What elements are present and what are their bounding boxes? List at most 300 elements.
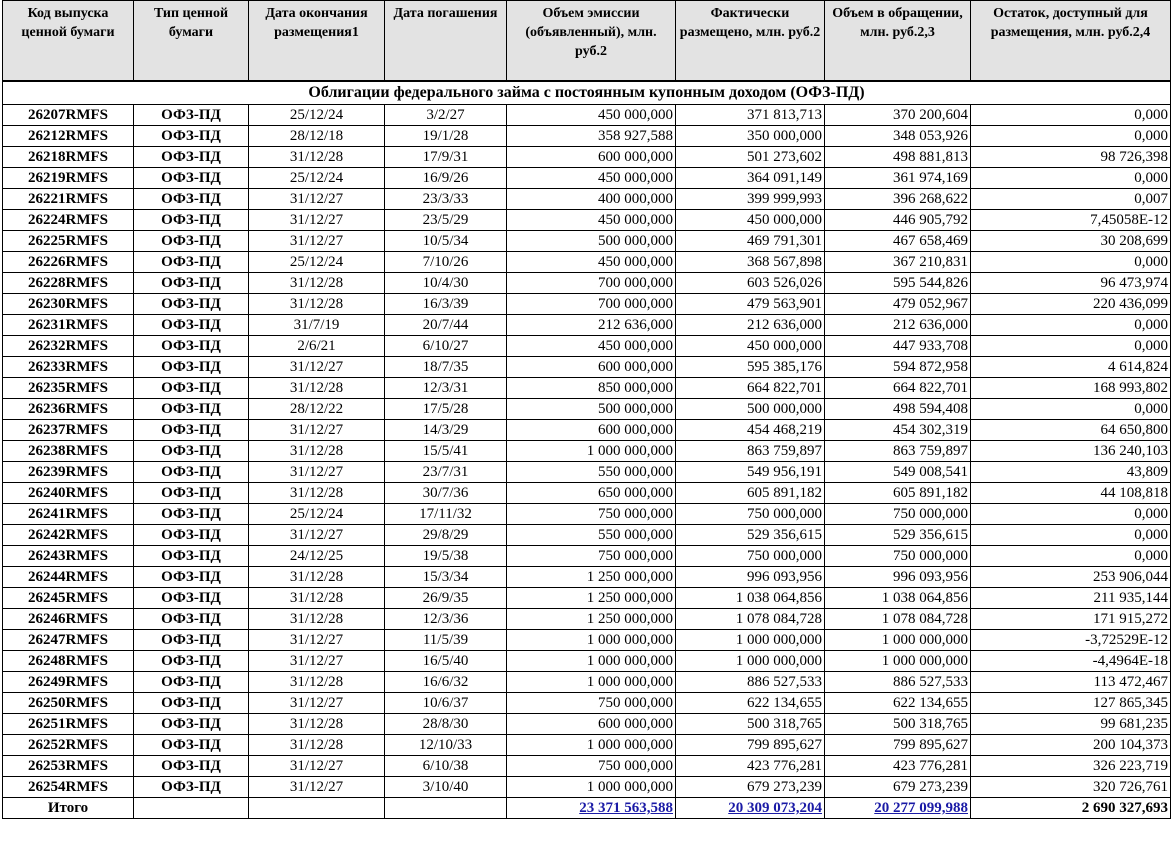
- remaining-volume: 326 223,719: [971, 756, 1171, 777]
- outstanding-volume: 367 210,831: [825, 252, 971, 273]
- remaining-volume: 168 993,802: [971, 378, 1171, 399]
- header-maturity: Дата погашения: [385, 1, 507, 82]
- security-type: ОФЗ-ПД: [134, 546, 249, 567]
- issue-code: 26218RMFS: [3, 147, 134, 168]
- placement-end-date: 31/12/27: [249, 462, 385, 483]
- placed-volume: 1 000 000,000: [676, 630, 825, 651]
- placed-volume: 799 895,627: [676, 735, 825, 756]
- security-type: ОФЗ-ПД: [134, 672, 249, 693]
- placement-end-date: 31/12/27: [249, 630, 385, 651]
- security-type: ОФЗ-ПД: [134, 525, 249, 546]
- issue-code: 26238RMFS: [3, 441, 134, 462]
- table-row: [3, 273, 1171, 294]
- table-row: [3, 777, 1171, 798]
- issue-code: 26232RMFS: [3, 336, 134, 357]
- placement-end-date: 31/12/28: [249, 672, 385, 693]
- maturity-date: 23/3/33: [385, 189, 507, 210]
- security-type: ОФЗ-ПД: [134, 588, 249, 609]
- issue-code: 26225RMFS: [3, 231, 134, 252]
- total-label: Итого: [3, 798, 134, 819]
- table-row: [3, 546, 1171, 567]
- emission-volume: 1 250 000,000: [507, 588, 676, 609]
- total-emission-cell: [507, 798, 676, 819]
- placed-volume: 603 526,026: [676, 273, 825, 294]
- outstanding-volume: 1 000 000,000: [825, 630, 971, 651]
- maturity-date: 17/5/28: [385, 399, 507, 420]
- placement-end-date: 31/7/19: [249, 315, 385, 336]
- placement-end-date: 28/12/18: [249, 126, 385, 147]
- issue-code: 26254RMFS: [3, 777, 134, 798]
- placed-volume: 212 636,000: [676, 315, 825, 336]
- emission-volume: 1 000 000,000: [507, 777, 676, 798]
- header-emission-volume: Объем эмиссии (объявленный), млн. руб.2: [507, 1, 676, 82]
- placed-volume: 364 091,149: [676, 168, 825, 189]
- remaining-volume: -4,4964E-18: [971, 651, 1171, 672]
- emission-volume: 1 250 000,000: [507, 609, 676, 630]
- maturity-date: 10/4/30: [385, 273, 507, 294]
- issue-code: 26251RMFS: [3, 714, 134, 735]
- table-row: [3, 252, 1171, 273]
- issue-code: 26241RMFS: [3, 504, 134, 525]
- security-type: ОФЗ-ПД: [134, 504, 249, 525]
- remaining-volume: 0,000: [971, 168, 1171, 189]
- maturity-date: 23/7/31: [385, 462, 507, 483]
- outstanding-volume: 498 594,408: [825, 399, 971, 420]
- issue-code: 26226RMFS: [3, 252, 134, 273]
- outstanding-volume: 622 134,655: [825, 693, 971, 714]
- maturity-date: 12/3/31: [385, 378, 507, 399]
- security-type: ОФЗ-ПД: [134, 357, 249, 378]
- issue-code: 26242RMFS: [3, 525, 134, 546]
- total-empty-placement: [249, 798, 385, 819]
- security-type: ОФЗ-ПД: [134, 147, 249, 168]
- issue-code: 26244RMFS: [3, 567, 134, 588]
- header-row: [3, 1, 1171, 82]
- placed-volume: 549 956,191: [676, 462, 825, 483]
- issue-code: 26224RMFS: [3, 210, 134, 231]
- security-type: ОФЗ-ПД: [134, 210, 249, 231]
- placement-end-date: 31/12/27: [249, 777, 385, 798]
- issue-code: 26212RMFS: [3, 126, 134, 147]
- table-row: [3, 420, 1171, 441]
- placed-volume: 350 000,000: [676, 126, 825, 147]
- table-row: [3, 126, 1171, 147]
- remaining-volume: 220 436,099: [971, 294, 1171, 315]
- emission-volume: 650 000,000: [507, 483, 676, 504]
- table-row: [3, 357, 1171, 378]
- security-type: ОФЗ-ПД: [134, 609, 249, 630]
- placed-volume: 450 000,000: [676, 210, 825, 231]
- emission-volume: 550 000,000: [507, 525, 676, 546]
- outstanding-volume: 370 200,604: [825, 105, 971, 126]
- maturity-date: 15/3/34: [385, 567, 507, 588]
- placement-end-date: 31/12/28: [249, 714, 385, 735]
- emission-volume: 600 000,000: [507, 420, 676, 441]
- issue-code: 26243RMFS: [3, 546, 134, 567]
- table-row: [3, 735, 1171, 756]
- remaining-volume: 43,809: [971, 462, 1171, 483]
- security-type: ОФЗ-ПД: [134, 756, 249, 777]
- security-type: ОФЗ-ПД: [134, 126, 249, 147]
- issue-code: 26240RMFS: [3, 483, 134, 504]
- placement-end-date: 31/12/28: [249, 588, 385, 609]
- emission-volume: 750 000,000: [507, 756, 676, 777]
- emission-volume: 450 000,000: [507, 168, 676, 189]
- placed-volume: 469 791,301: [676, 231, 825, 252]
- placement-end-date: 31/12/27: [249, 756, 385, 777]
- maturity-date: 16/5/40: [385, 651, 507, 672]
- outstanding-volume: 454 302,319: [825, 420, 971, 441]
- emission-volume: 1 000 000,000: [507, 630, 676, 651]
- outstanding-volume: 863 759,897: [825, 441, 971, 462]
- maturity-date: 12/10/33: [385, 735, 507, 756]
- emission-volume: 450 000,000: [507, 105, 676, 126]
- placement-end-date: 31/12/28: [249, 483, 385, 504]
- outstanding-volume: 664 822,701: [825, 378, 971, 399]
- table-row: [3, 336, 1171, 357]
- outstanding-volume: 479 052,967: [825, 294, 971, 315]
- issue-code: 26219RMFS: [3, 168, 134, 189]
- outstanding-volume: 549 008,541: [825, 462, 971, 483]
- table-row: [3, 399, 1171, 420]
- security-type: ОФЗ-ПД: [134, 420, 249, 441]
- placed-volume: 679 273,239: [676, 777, 825, 798]
- placed-volume: 605 891,182: [676, 483, 825, 504]
- issue-code: 26221RMFS: [3, 189, 134, 210]
- table-row: [3, 294, 1171, 315]
- remaining-volume: 96 473,974: [971, 273, 1171, 294]
- emission-volume: 600 000,000: [507, 714, 676, 735]
- remaining-volume: 99 681,235: [971, 714, 1171, 735]
- header-placed: Фактически размещено, млн. руб.2: [676, 1, 825, 82]
- maturity-date: 17/9/31: [385, 147, 507, 168]
- outstanding-volume: 886 527,533: [825, 672, 971, 693]
- security-type: ОФЗ-ПД: [134, 462, 249, 483]
- emission-volume: 400 000,000: [507, 189, 676, 210]
- placement-end-date: 31/12/27: [249, 231, 385, 252]
- placement-end-date: 31/12/28: [249, 273, 385, 294]
- placed-volume: 454 468,219: [676, 420, 825, 441]
- remaining-volume: 211 935,144: [971, 588, 1171, 609]
- table-row: [3, 147, 1171, 168]
- emission-volume: 500 000,000: [507, 399, 676, 420]
- outstanding-volume: 446 905,792: [825, 210, 971, 231]
- total-remaining: 2 690 327,693: [971, 798, 1171, 819]
- outstanding-volume: 679 273,239: [825, 777, 971, 798]
- maturity-date: 19/1/28: [385, 126, 507, 147]
- table-row: [3, 525, 1171, 546]
- table-row: [3, 756, 1171, 777]
- maturity-date: 30/7/36: [385, 483, 507, 504]
- placement-end-date: 31/12/27: [249, 693, 385, 714]
- security-type: ОФЗ-ПД: [134, 441, 249, 462]
- header-code: Код выпуска ценной бумаги: [3, 1, 134, 82]
- issue-code: 26237RMFS: [3, 420, 134, 441]
- placement-end-date: 25/12/24: [249, 105, 385, 126]
- emission-volume: 358 927,588: [507, 126, 676, 147]
- outstanding-volume: 996 093,956: [825, 567, 971, 588]
- remaining-volume: 253 906,044: [971, 567, 1171, 588]
- remaining-volume: 0,000: [971, 126, 1171, 147]
- placement-end-date: 31/12/28: [249, 441, 385, 462]
- emission-volume: 850 000,000: [507, 378, 676, 399]
- issue-code: 26246RMFS: [3, 609, 134, 630]
- placed-volume: 501 273,602: [676, 147, 825, 168]
- maturity-date: 28/8/30: [385, 714, 507, 735]
- outstanding-volume: 595 544,826: [825, 273, 971, 294]
- security-type: ОФЗ-ПД: [134, 483, 249, 504]
- emission-volume: 1 000 000,000: [507, 651, 676, 672]
- outstanding-volume: 605 891,182: [825, 483, 971, 504]
- placed-volume: 1 038 064,856: [676, 588, 825, 609]
- emission-volume: 600 000,000: [507, 357, 676, 378]
- maturity-date: 19/5/38: [385, 546, 507, 567]
- remaining-volume: 0,000: [971, 525, 1171, 546]
- remaining-volume: 113 472,467: [971, 672, 1171, 693]
- remaining-volume: 171 915,272: [971, 609, 1171, 630]
- issue-code: 26233RMFS: [3, 357, 134, 378]
- outstanding-volume: 529 356,615: [825, 525, 971, 546]
- outstanding-volume: 498 881,813: [825, 147, 971, 168]
- placed-volume: 479 563,901: [676, 294, 825, 315]
- maturity-date: 3/10/40: [385, 777, 507, 798]
- outstanding-volume: 594 872,958: [825, 357, 971, 378]
- emission-volume: 750 000,000: [507, 693, 676, 714]
- emission-volume: 750 000,000: [507, 504, 676, 525]
- table-row: [3, 609, 1171, 630]
- table-row: [3, 651, 1171, 672]
- remaining-volume: 98 726,398: [971, 147, 1171, 168]
- total-emission-link[interactable]: 23 371 563,588: [579, 800, 673, 816]
- header-type: Тип ценной бумаги: [134, 1, 249, 82]
- placed-volume: 500 318,765: [676, 714, 825, 735]
- issue-code: 26245RMFS: [3, 588, 134, 609]
- placement-end-date: 24/12/25: [249, 546, 385, 567]
- outstanding-volume: 1 000 000,000: [825, 651, 971, 672]
- placement-end-date: 2/6/21: [249, 336, 385, 357]
- security-type: ОФЗ-ПД: [134, 567, 249, 588]
- security-type: ОФЗ-ПД: [134, 273, 249, 294]
- issue-code: 26228RMFS: [3, 273, 134, 294]
- maturity-date: 7/10/26: [385, 252, 507, 273]
- table-row: [3, 483, 1171, 504]
- maturity-date: 26/9/35: [385, 588, 507, 609]
- security-type: ОФЗ-ПД: [134, 336, 249, 357]
- outstanding-volume: 1 078 084,728: [825, 609, 971, 630]
- placement-end-date: 31/12/27: [249, 357, 385, 378]
- placement-end-date: 31/12/28: [249, 378, 385, 399]
- security-type: ОФЗ-ПД: [134, 189, 249, 210]
- remaining-volume: 200 104,373: [971, 735, 1171, 756]
- emission-volume: 450 000,000: [507, 336, 676, 357]
- placed-volume: 1 000 000,000: [676, 651, 825, 672]
- placement-end-date: 31/12/28: [249, 294, 385, 315]
- section-title: Облигации федерального займа с постоянным купонным доходом (ОФЗ-ПД): [3, 81, 1171, 105]
- table-row: [3, 714, 1171, 735]
- remaining-volume: 0,000: [971, 315, 1171, 336]
- maturity-date: 23/5/29: [385, 210, 507, 231]
- security-type: ОФЗ-ПД: [134, 231, 249, 252]
- emission-volume: 700 000,000: [507, 273, 676, 294]
- table-row: [3, 378, 1171, 399]
- security-type: ОФЗ-ПД: [134, 651, 249, 672]
- issue-code: 26252RMFS: [3, 735, 134, 756]
- total-empty-type: [134, 798, 249, 819]
- total-empty-maturity: [385, 798, 507, 819]
- table-row: [3, 441, 1171, 462]
- maturity-date: 6/10/38: [385, 756, 507, 777]
- outstanding-volume: 423 776,281: [825, 756, 971, 777]
- remaining-volume: 0,000: [971, 105, 1171, 126]
- outstanding-volume: 361 974,169: [825, 168, 971, 189]
- security-type: ОФЗ-ПД: [134, 294, 249, 315]
- emission-volume: 750 000,000: [507, 546, 676, 567]
- placed-volume: 622 134,655: [676, 693, 825, 714]
- placement-end-date: 31/12/28: [249, 567, 385, 588]
- maturity-date: 10/5/34: [385, 231, 507, 252]
- outstanding-volume: 447 933,708: [825, 336, 971, 357]
- placed-volume: 450 000,000: [676, 336, 825, 357]
- emission-volume: 212 636,000: [507, 315, 676, 336]
- remaining-volume: 0,000: [971, 546, 1171, 567]
- security-type: ОФЗ-ПД: [134, 252, 249, 273]
- issue-code: 26235RMFS: [3, 378, 134, 399]
- remaining-volume: 4 614,824: [971, 357, 1171, 378]
- placed-volume: 1 078 084,728: [676, 609, 825, 630]
- maturity-date: 11/5/39: [385, 630, 507, 651]
- outstanding-volume: 348 053,926: [825, 126, 971, 147]
- maturity-date: 3/2/27: [385, 105, 507, 126]
- header-remaining: Остаток, доступный для размещения, млн. руб.2,4: [971, 1, 1171, 82]
- header-outstanding: Объем в обращении, млн. руб.2,3: [825, 1, 971, 82]
- placed-volume: 863 759,897: [676, 441, 825, 462]
- total-placed-cell: [676, 798, 825, 819]
- maturity-date: 16/9/26: [385, 168, 507, 189]
- security-type: ОФЗ-ПД: [134, 399, 249, 420]
- remaining-volume: 127 865,345: [971, 693, 1171, 714]
- remaining-volume: 0,000: [971, 336, 1171, 357]
- security-type: ОФЗ-ПД: [134, 714, 249, 735]
- table-row: [3, 630, 1171, 651]
- security-type: ОФЗ-ПД: [134, 630, 249, 651]
- issue-code: 26248RMFS: [3, 651, 134, 672]
- placed-volume: 529 356,615: [676, 525, 825, 546]
- table-row: [3, 567, 1171, 588]
- issue-code: 26250RMFS: [3, 693, 134, 714]
- security-type: ОФЗ-ПД: [134, 315, 249, 336]
- maturity-date: 10/6/37: [385, 693, 507, 714]
- remaining-volume: 136 240,103: [971, 441, 1171, 462]
- emission-volume: 1 000 000,000: [507, 441, 676, 462]
- issue-code: 26247RMFS: [3, 630, 134, 651]
- outstanding-volume: 396 268,622: [825, 189, 971, 210]
- placement-end-date: 25/12/24: [249, 252, 385, 273]
- remaining-volume: 0,000: [971, 252, 1171, 273]
- issue-code: 26239RMFS: [3, 462, 134, 483]
- placement-end-date: 31/12/27: [249, 525, 385, 546]
- table-row: [3, 105, 1171, 126]
- placed-volume: 500 000,000: [676, 399, 825, 420]
- issue-code: 26230RMFS: [3, 294, 134, 315]
- issue-code: 26231RMFS: [3, 315, 134, 336]
- table-row: [3, 231, 1171, 252]
- placed-volume: 750 000,000: [676, 546, 825, 567]
- total-outstanding-link[interactable]: 20 277 099,988: [874, 800, 968, 816]
- placed-volume: 996 093,956: [676, 567, 825, 588]
- placement-end-date: 25/12/24: [249, 504, 385, 525]
- security-type: ОФЗ-ПД: [134, 777, 249, 798]
- outstanding-volume: 750 000,000: [825, 504, 971, 525]
- emission-volume: 1 000 000,000: [507, 672, 676, 693]
- outstanding-volume: 212 636,000: [825, 315, 971, 336]
- placement-end-date: 25/12/24: [249, 168, 385, 189]
- outstanding-volume: 467 658,469: [825, 231, 971, 252]
- placed-volume: 368 567,898: [676, 252, 825, 273]
- maturity-date: 12/3/36: [385, 609, 507, 630]
- emission-volume: 450 000,000: [507, 210, 676, 231]
- placed-volume: 423 776,281: [676, 756, 825, 777]
- remaining-volume: 30 208,699: [971, 231, 1171, 252]
- outstanding-volume: 799 895,627: [825, 735, 971, 756]
- total-outstanding-cell: [825, 798, 971, 819]
- issue-code: 26236RMFS: [3, 399, 134, 420]
- remaining-volume: 0,000: [971, 399, 1171, 420]
- table-row: [3, 588, 1171, 609]
- placement-end-date: 31/12/27: [249, 651, 385, 672]
- remaining-volume: -3,72529E-12: [971, 630, 1171, 651]
- maturity-date: 18/7/35: [385, 357, 507, 378]
- ofz-issues-table: [2, 0, 1171, 819]
- maturity-date: 16/6/32: [385, 672, 507, 693]
- maturity-date: 6/10/27: [385, 336, 507, 357]
- table-row: [3, 315, 1171, 336]
- total-placed-link[interactable]: 20 309 073,204: [728, 800, 822, 816]
- table-row: [3, 672, 1171, 693]
- section-row: [3, 81, 1171, 105]
- security-type: ОФЗ-ПД: [134, 735, 249, 756]
- maturity-date: 15/5/41: [385, 441, 507, 462]
- placed-volume: 886 527,533: [676, 672, 825, 693]
- outstanding-volume: 750 000,000: [825, 546, 971, 567]
- placement-end-date: 31/12/28: [249, 147, 385, 168]
- placed-volume: 595 385,176: [676, 357, 825, 378]
- placed-volume: 399 999,993: [676, 189, 825, 210]
- security-type: ОФЗ-ПД: [134, 105, 249, 126]
- security-type: ОФЗ-ПД: [134, 378, 249, 399]
- maturity-date: 29/8/29: [385, 525, 507, 546]
- issue-code: 26207RMFS: [3, 105, 134, 126]
- placement-end-date: 31/12/27: [249, 420, 385, 441]
- emission-volume: 1 250 000,000: [507, 567, 676, 588]
- maturity-date: 14/3/29: [385, 420, 507, 441]
- table-row: [3, 504, 1171, 525]
- total-row: [3, 798, 1171, 819]
- remaining-volume: 320 726,761: [971, 777, 1171, 798]
- placement-end-date: 31/12/28: [249, 609, 385, 630]
- remaining-volume: 0,000: [971, 504, 1171, 525]
- emission-volume: 600 000,000: [507, 147, 676, 168]
- table-row: [3, 168, 1171, 189]
- table-row: [3, 462, 1171, 483]
- security-type: ОФЗ-ПД: [134, 693, 249, 714]
- issue-code: 26253RMFS: [3, 756, 134, 777]
- header-placement-end: Дата окончания размещения1: [249, 1, 385, 82]
- placed-volume: 664 822,701: [676, 378, 825, 399]
- maturity-date: 16/3/39: [385, 294, 507, 315]
- placement-end-date: 31/12/27: [249, 189, 385, 210]
- maturity-date: 17/11/32: [385, 504, 507, 525]
- outstanding-volume: 1 038 064,856: [825, 588, 971, 609]
